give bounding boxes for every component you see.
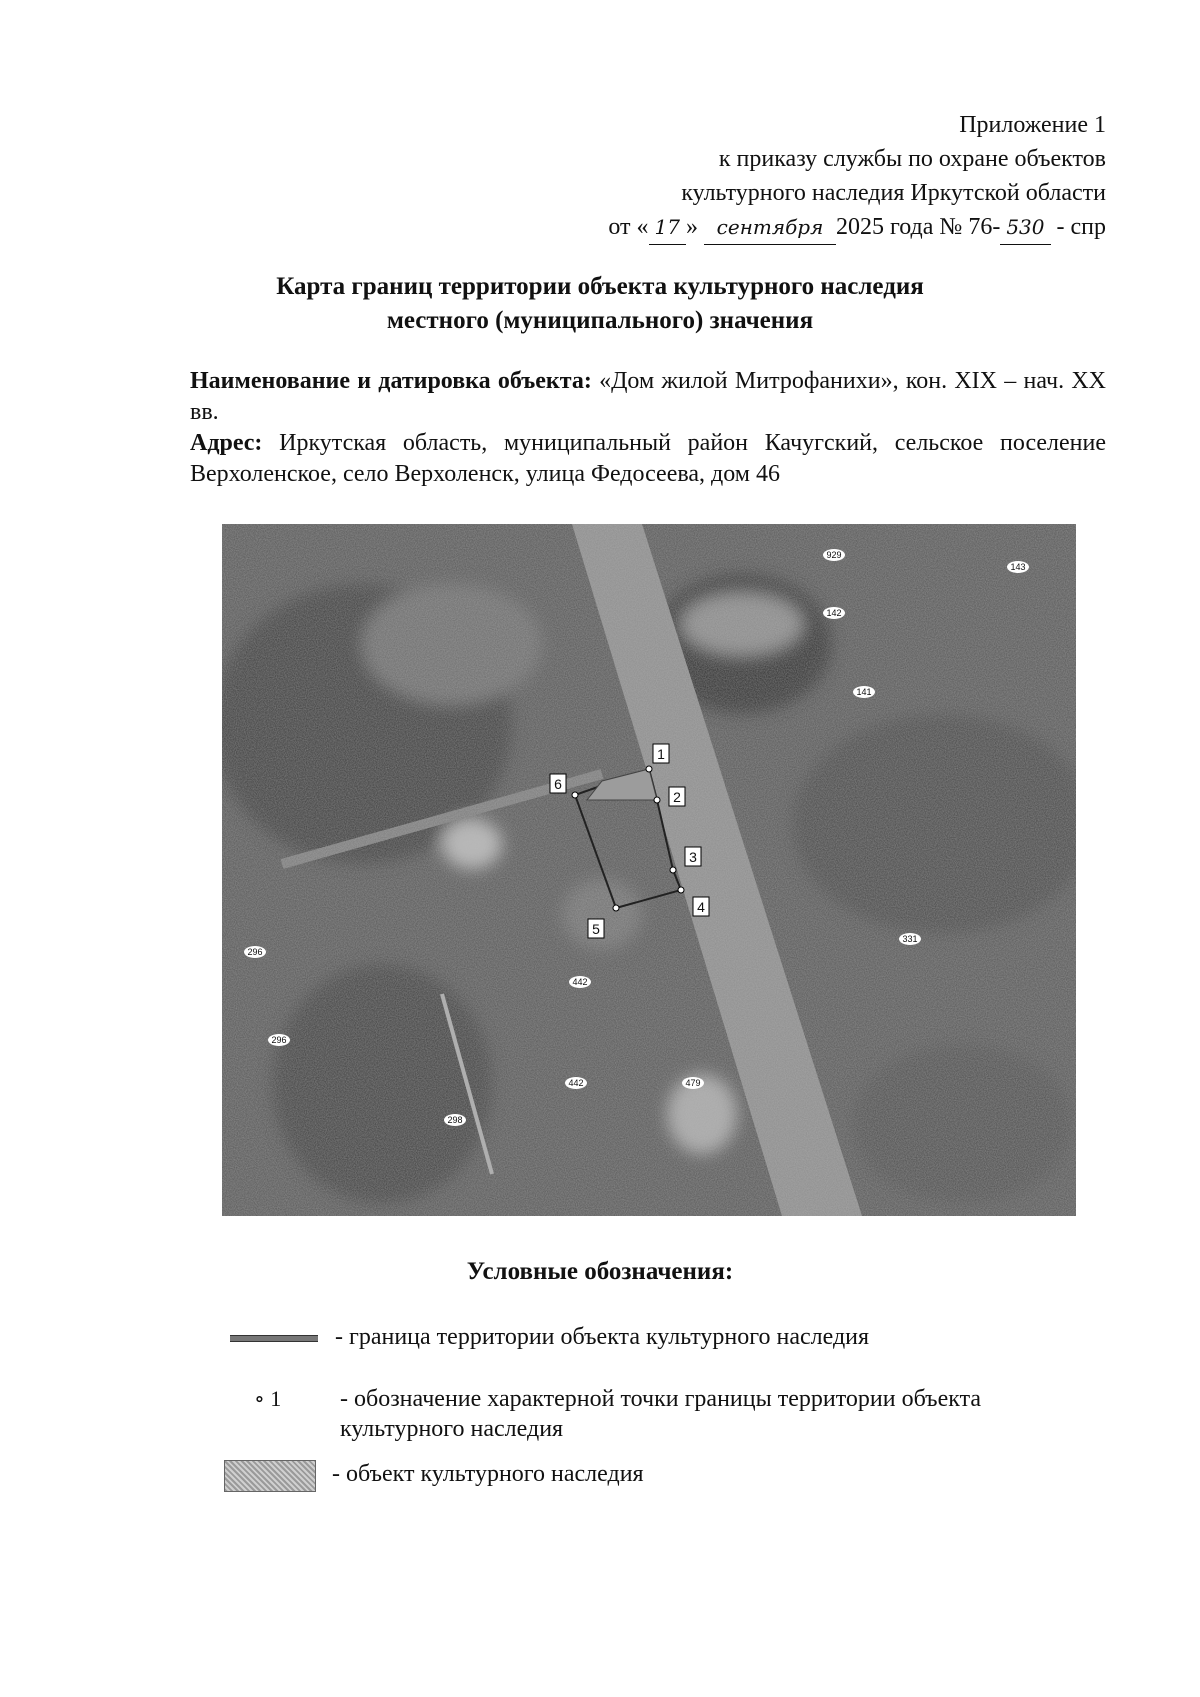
appendix-date-line xyxy=(608,210,1106,245)
legend-title: Условные обозначения: xyxy=(466,1258,734,1285)
handwritten-day: 17 xyxy=(649,210,686,245)
legend-point-text xyxy=(340,1384,1100,1444)
handwritten-month: сентября xyxy=(704,210,836,245)
parcel-label: 141 xyxy=(856,687,872,697)
boundary-line-symbol xyxy=(230,1335,318,1342)
map-grain xyxy=(222,524,1076,1216)
title-line-2: местного (муниципального) значения xyxy=(386,307,814,334)
point-label-4: 4 xyxy=(697,899,705,915)
parcel-label: 331 xyxy=(902,934,918,944)
year-text: 2025 года № 76- xyxy=(836,214,1001,240)
point-label-1: 1 xyxy=(657,746,665,762)
handwritten-number: 530 xyxy=(1000,210,1050,245)
legend-boundary-text: - граница территории объекта культурного наследия xyxy=(335,1324,870,1350)
map-svg xyxy=(222,524,1076,1216)
point-label-3: 3 xyxy=(689,849,697,865)
legend-point-line-2: культурного наследия xyxy=(340,1416,564,1442)
parcel-label: 442 xyxy=(568,1078,584,1088)
order-suffix: - спр xyxy=(1056,214,1106,240)
appendix-number: Приложение 1 xyxy=(959,112,1106,138)
appendix-order-line: к приказу службы по охране объектов xyxy=(718,146,1106,172)
parcel-label: 479 xyxy=(685,1078,701,1088)
parcel-label: 298 xyxy=(447,1115,463,1125)
date-mid: » xyxy=(686,214,698,240)
object-name-value: «Дом жилой Митрофанихи», кон. XIX – нач. XX вв. xyxy=(190,368,1107,425)
point-label-2: 2 xyxy=(673,789,681,805)
point-label-6: 6 xyxy=(554,776,562,792)
heritage-object-swatch xyxy=(224,1460,316,1492)
address-value: Иркутская область, муниципальный район Качугский, сельское поселение Верхоленское, село Верхоленск, улица Федосеева, дом 46 xyxy=(190,430,1107,487)
parcel-label: 929 xyxy=(826,550,842,560)
object-name xyxy=(190,366,1106,428)
parcel-label: 142 xyxy=(826,608,842,618)
satellite-map xyxy=(222,524,1076,1216)
document-title xyxy=(0,270,1200,338)
object-info xyxy=(190,366,1106,490)
parcel-label: 143 xyxy=(1010,562,1026,572)
legend-object-text: - объект культурного наследия xyxy=(332,1461,644,1487)
date-prefix: от « xyxy=(608,214,649,240)
object-name-label: Наименование и датировка объекта: xyxy=(190,368,592,394)
object-address xyxy=(190,428,1106,490)
parcel-label: 296 xyxy=(271,1035,287,1045)
appendix-authority-line: культурного наследия Иркутской области xyxy=(681,180,1106,206)
point-label-5: 5 xyxy=(592,921,600,937)
point-symbol: ∘ 1 xyxy=(254,1386,282,1411)
appendix-header xyxy=(608,108,1106,245)
parcel-label: 296 xyxy=(247,947,263,957)
parcel-label: 442 xyxy=(572,977,588,987)
legend-point-line-1: - обозначение характерной точки границы территории объекта xyxy=(340,1386,982,1412)
title-line-1: Карта границ территории объекта культурного наследия xyxy=(276,273,924,300)
address-label: Адрес: xyxy=(190,430,263,456)
